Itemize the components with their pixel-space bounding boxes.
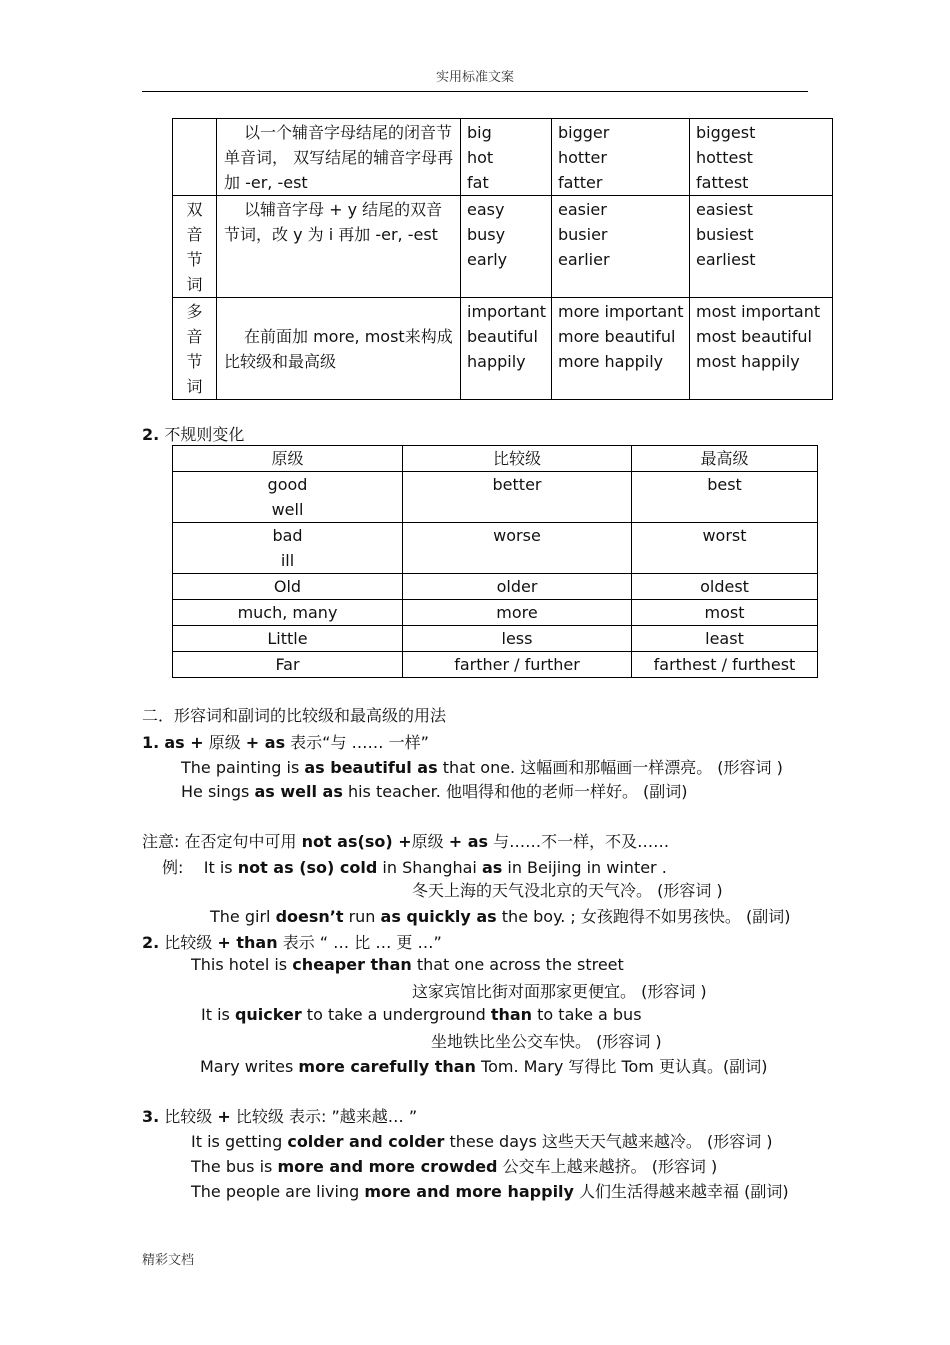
usage2-example-2-translation: 坐地铁比坐公交车快。 (形容词 )	[431, 1032, 662, 1051]
table-row	[173, 119, 833, 196]
table-row	[173, 298, 833, 400]
usage2-example-1: This hotel is cheaper than that one across the street	[191, 955, 624, 974]
base-cell: much, many	[173, 600, 403, 626]
base-cell: Old	[173, 574, 403, 600]
table-row	[173, 600, 818, 626]
superlative-cell: best	[632, 472, 818, 523]
superlative-cell: worst	[632, 523, 818, 574]
page-footer: 精彩文档	[142, 1253, 195, 1268]
note-example-2: The girl doesn’t run as quickly as the boy. ; 女孩跑得不如男孩快。 (副词)	[210, 907, 791, 926]
irregular-forms-table	[172, 445, 818, 678]
usage1-example-2: He sings as well as his teacher. 他唱得和他的老师一样好。 (副词)	[181, 782, 688, 801]
regular-forms-table	[172, 118, 833, 400]
usage3-example-3: The people are living more and more happily 人们生活得越来越幸福 (副词)	[191, 1182, 789, 1201]
column-header: 原级	[173, 446, 403, 472]
comparative-cell: more	[403, 600, 632, 626]
usage1-example-1: The painting is as beautiful as that one. 这幅画和那幅画一样漂亮。 (形容词 )	[181, 758, 783, 777]
base-cell: easy busy early	[461, 196, 552, 298]
section-heading-usage: 二．形容词和副词的比较级和最高级的用法	[142, 706, 447, 725]
superlative-cell: easiest busiest earliest	[690, 196, 833, 298]
category-cell	[173, 119, 217, 196]
table-row	[173, 574, 818, 600]
header-divider	[142, 91, 808, 92]
section-heading-irregular: 2. 不规则变化	[142, 425, 245, 444]
usage1-heading: 1. as + 原级 + as 表示“与 …… 一样”	[142, 733, 429, 752]
category-cell: 多音节词	[173, 298, 217, 400]
comparative-cell: bigger hotter fatter	[552, 119, 690, 196]
comparative-cell: more important more beautiful more happily	[552, 298, 690, 400]
table-header-row	[173, 446, 818, 472]
superlative-cell: most important most beautiful most happily	[690, 298, 833, 400]
base-cell: Far	[173, 652, 403, 678]
note-line: 注意: 在否定句中可用 not as(so) +原级 + as 与……不一样，不及……	[142, 832, 670, 851]
base-cell: good well	[173, 472, 403, 523]
usage3-heading: 3. 比较级 + 比较级 表示: ”越来越… ”	[142, 1107, 418, 1126]
comparative-cell: better	[403, 472, 632, 523]
category-cell: 双音节词	[173, 196, 217, 298]
comparative-cell: worse	[403, 523, 632, 574]
page-header: 实用标准文案	[435, 70, 514, 85]
usage3-example-1: It is getting colder and colder these days 这些天天气越来越冷。 (形容词 )	[191, 1132, 773, 1151]
table-row	[173, 523, 818, 574]
rule-cell: 在前面加 more, most来构成比较级和最高级	[217, 298, 461, 400]
superlative-cell: biggest hottest fattest	[690, 119, 833, 196]
comparative-cell: less	[403, 626, 632, 652]
base-cell: big hot fat	[461, 119, 552, 196]
superlative-cell: oldest	[632, 574, 818, 600]
table-row	[173, 626, 818, 652]
base-cell: bad ill	[173, 523, 403, 574]
comparative-cell: farther / further	[403, 652, 632, 678]
column-header: 最高级	[632, 446, 818, 472]
comparative-cell: older	[403, 574, 632, 600]
base-cell: important beautiful happily	[461, 298, 552, 400]
note-example-1: 例: It is not as (so) cold in Shanghai as in Beijing in winter .	[162, 858, 667, 877]
rule-cell: 以辅音字母 + y 结尾的双音节词，改 y 为 i 再加 -er, -est	[217, 196, 461, 298]
superlative-cell: least	[632, 626, 818, 652]
table-row	[173, 472, 818, 523]
usage3-example-2: The bus is more and more crowded 公交车上越来越挤。 (形容词 )	[191, 1157, 718, 1176]
superlative-cell: farthest / furthest	[632, 652, 818, 678]
note-example-1-translation: 冬天上海的天气没北京的天气冷。 (形容词 )	[412, 881, 723, 900]
usage2-example-1-translation: 这家宾馆比街对面那家更便宜。 (形容词 )	[412, 982, 707, 1001]
column-header: 比较级	[403, 446, 632, 472]
usage2-example-2: It is quicker to take a underground than to take a bus	[201, 1005, 642, 1024]
table-row	[173, 196, 833, 298]
usage2-example-3: Mary writes more carefully than Tom. Mary 写得比 Tom 更认真。(副词)	[200, 1057, 768, 1076]
rule-cell: 以一个辅音字母结尾的闭音节单音词， 双写结尾的辅音字母再加 -er, -est	[217, 119, 461, 196]
table-row	[173, 652, 818, 678]
superlative-cell: most	[632, 600, 818, 626]
usage2-heading: 2. 比较级 + than 表示 “ … 比 … 更 …”	[142, 933, 442, 952]
comparative-cell: easier busier earlier	[552, 196, 690, 298]
base-cell: Little	[173, 626, 403, 652]
